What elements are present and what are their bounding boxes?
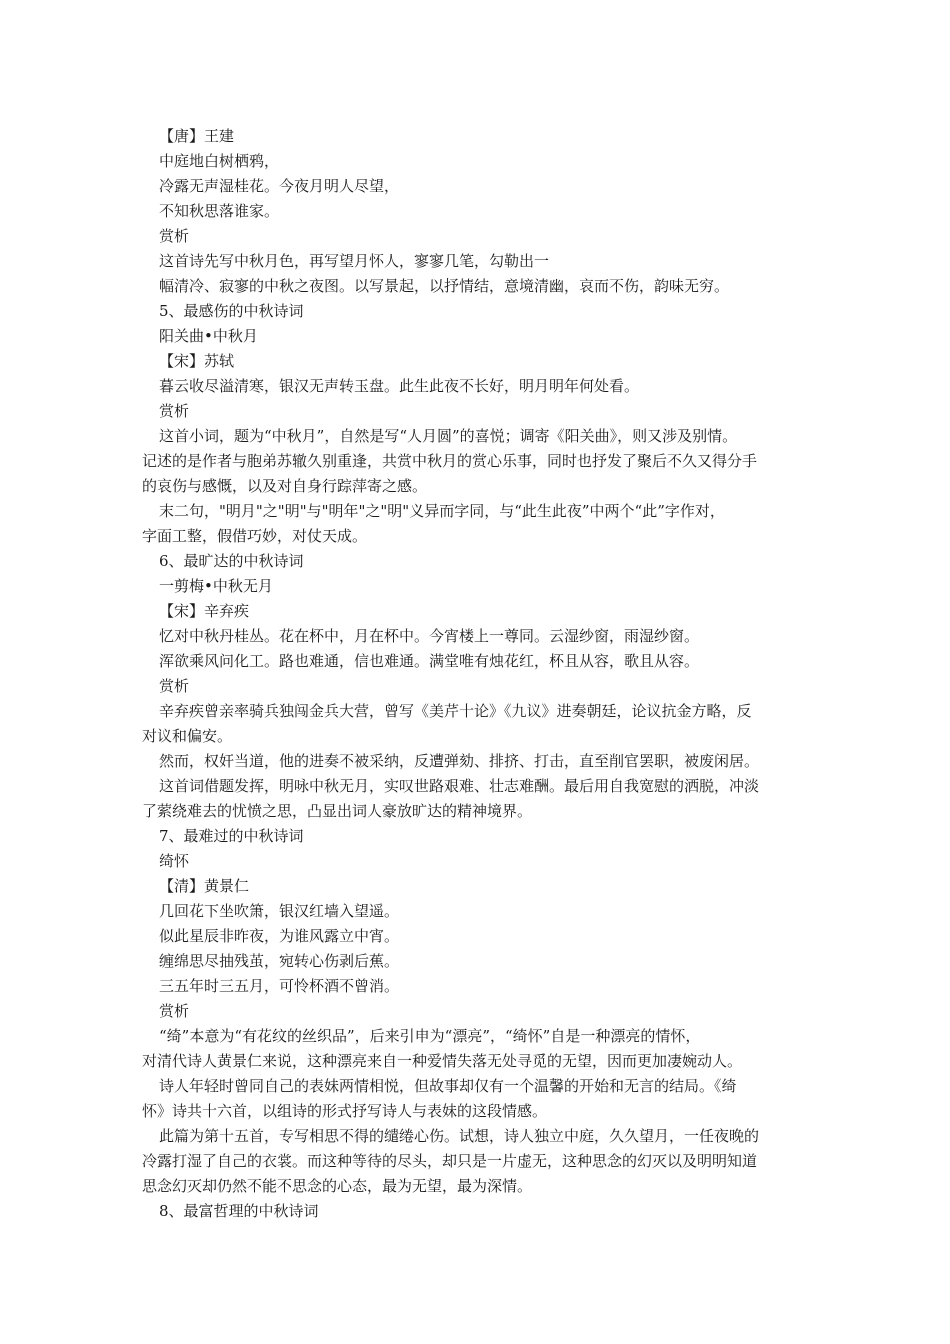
text-line: 记述的是作者与胞弟苏辙久别重逢，共赏中秋月的赏心乐事，同时也抒发了聚后不久又得分手 xyxy=(142,452,758,470)
text-line: 6、最旷达的中秋诗词 xyxy=(159,552,304,570)
text-line: 绮怀 xyxy=(159,852,190,870)
text-line: 赏析 xyxy=(159,677,190,695)
text-line: 赏析 xyxy=(159,402,190,420)
text-line: 字面工整，假借巧妙，对仗天成。 xyxy=(142,527,368,545)
text-line: 这首小词，题为“中秋月”，自然是写“人月圆”的喜悦；调寄《阳关曲》，则又涉及别情。 xyxy=(159,427,738,445)
text-line: 幅清冷、寂寥的中秋之夜图。以写景起，以抒情结，意境清幽，哀而不伤，韵味无穷。 xyxy=(159,277,730,295)
text-line: 这首词借题发挥，明咏中秋无月，实叹世路艰难、壮志难酬。最后用自我宽慰的洒脱，冲淡 xyxy=(159,777,760,795)
text-line: 对清代诗人黄景仁来说，这种漂亮来自一种爱情失落无处寻觅的无望，因而更加凄婉动人。 xyxy=(142,1052,743,1070)
text-line: 思念幻灭却仍然不能不思念的心态，最为无望，最为深情。 xyxy=(142,1177,533,1195)
text-line: 缠绵思尽抽残茧，宛转心伤剥后蕉。 xyxy=(159,952,400,970)
text-line: 诗人年轻时曾同自己的表妹两情相悦，但故事却仅有一个温馨的开始和无言的结局。《绮 xyxy=(159,1077,737,1095)
text-line: 赏析 xyxy=(159,227,190,245)
text-line: 8、最富哲理的中秋诗词 xyxy=(159,1202,319,1220)
text-line: 浑欲乘风问化工。路也难通，信也难通。满堂唯有烛花红，杯且从容，歌且从容。 xyxy=(159,652,700,670)
text-line: 5、最感伤的中秋诗词 xyxy=(159,302,304,320)
text-line: 7、最难过的中秋诗词 xyxy=(159,827,304,845)
text-line: 冷露无声湿桂花。今夜月明人尽望， xyxy=(159,177,400,195)
text-line: 忆对中秋丹桂丛。花在杯中，月在杯中。今宵楼上一尊同。云湿纱窗，雨湿纱窗。 xyxy=(159,627,700,645)
text-line: 不知秋思落谁家。 xyxy=(159,202,280,220)
text-line: 似此星辰非昨夜，为谁风露立中宵。 xyxy=(159,927,400,945)
text-line: 【宋】辛弃疾 xyxy=(159,602,250,620)
document-body xyxy=(142,124,812,1224)
text-line: “绮”本意为“有花纹的丝织品”，后来引申为“漂亮”，“绮怀”自是一种漂亮的情怀， xyxy=(159,1027,701,1045)
text-line: 三五年时三五月，可怜杯酒不曾消。 xyxy=(159,977,400,995)
text-line: 【清】黄景仁 xyxy=(159,877,250,895)
text-line: 了萦绕难去的忧愤之思，凸显出词人豪放旷达的精神境界。 xyxy=(142,802,533,820)
text-line: 中庭地白树栖鸦， xyxy=(159,152,280,170)
text-line: 一剪梅•中秋无月 xyxy=(159,577,273,595)
text-line: 【宋】苏轼 xyxy=(159,352,235,370)
text-line: 怀》诗共十六首，以组诗的形式抒写诗人与表妹的这段情感。 xyxy=(142,1102,548,1120)
text-line: 然而，权奸当道，他的进奏不被采纳，反遭弹劾、排挤、打击，直至削官罢职，被废闲居。 xyxy=(159,752,760,770)
text-line: 末二句，"明月"之"明"与"明年"之"明"义异而字同，与“此生此夜”中两个“此”字作对， xyxy=(159,502,725,520)
text-line: 暮云收尽溢清寒，银汉无声转玉盘。此生此夜不长好，明月明年何处看。 xyxy=(159,377,640,395)
text-line: 【唐】王建 xyxy=(159,127,235,145)
text-line: 这首诗先写中秋月色，再写望月怀人，寥寥几笔，勾勒出一 xyxy=(159,252,550,270)
text-line: 此篇为第十五首，专写相思不得的缱绻心伤。试想，诗人独立中庭，久久望月，一任夜晚的 xyxy=(159,1127,760,1145)
text-line: 几回花下坐吹箫，银汉红墙入望遥。 xyxy=(159,902,400,920)
text-line: 冷露打湿了自己的衣裳。而这种等待的尽头，却只是一片虚无，这种思念的幻灭以及明明知道 xyxy=(142,1152,758,1170)
text-line: 的哀伤与感慨，以及对自身行踪萍寄之感。 xyxy=(142,477,428,495)
text-line: 辛弃疾曾亲率骑兵独闯金兵大营，曾写《美芹十论》《九议》进奏朝廷，论议抗金方略，反 xyxy=(159,702,752,720)
text-line: 阳关曲•中秋月 xyxy=(159,327,258,345)
text-line: 赏析 xyxy=(159,1002,190,1020)
text-line: 对议和偏安。 xyxy=(142,727,233,745)
